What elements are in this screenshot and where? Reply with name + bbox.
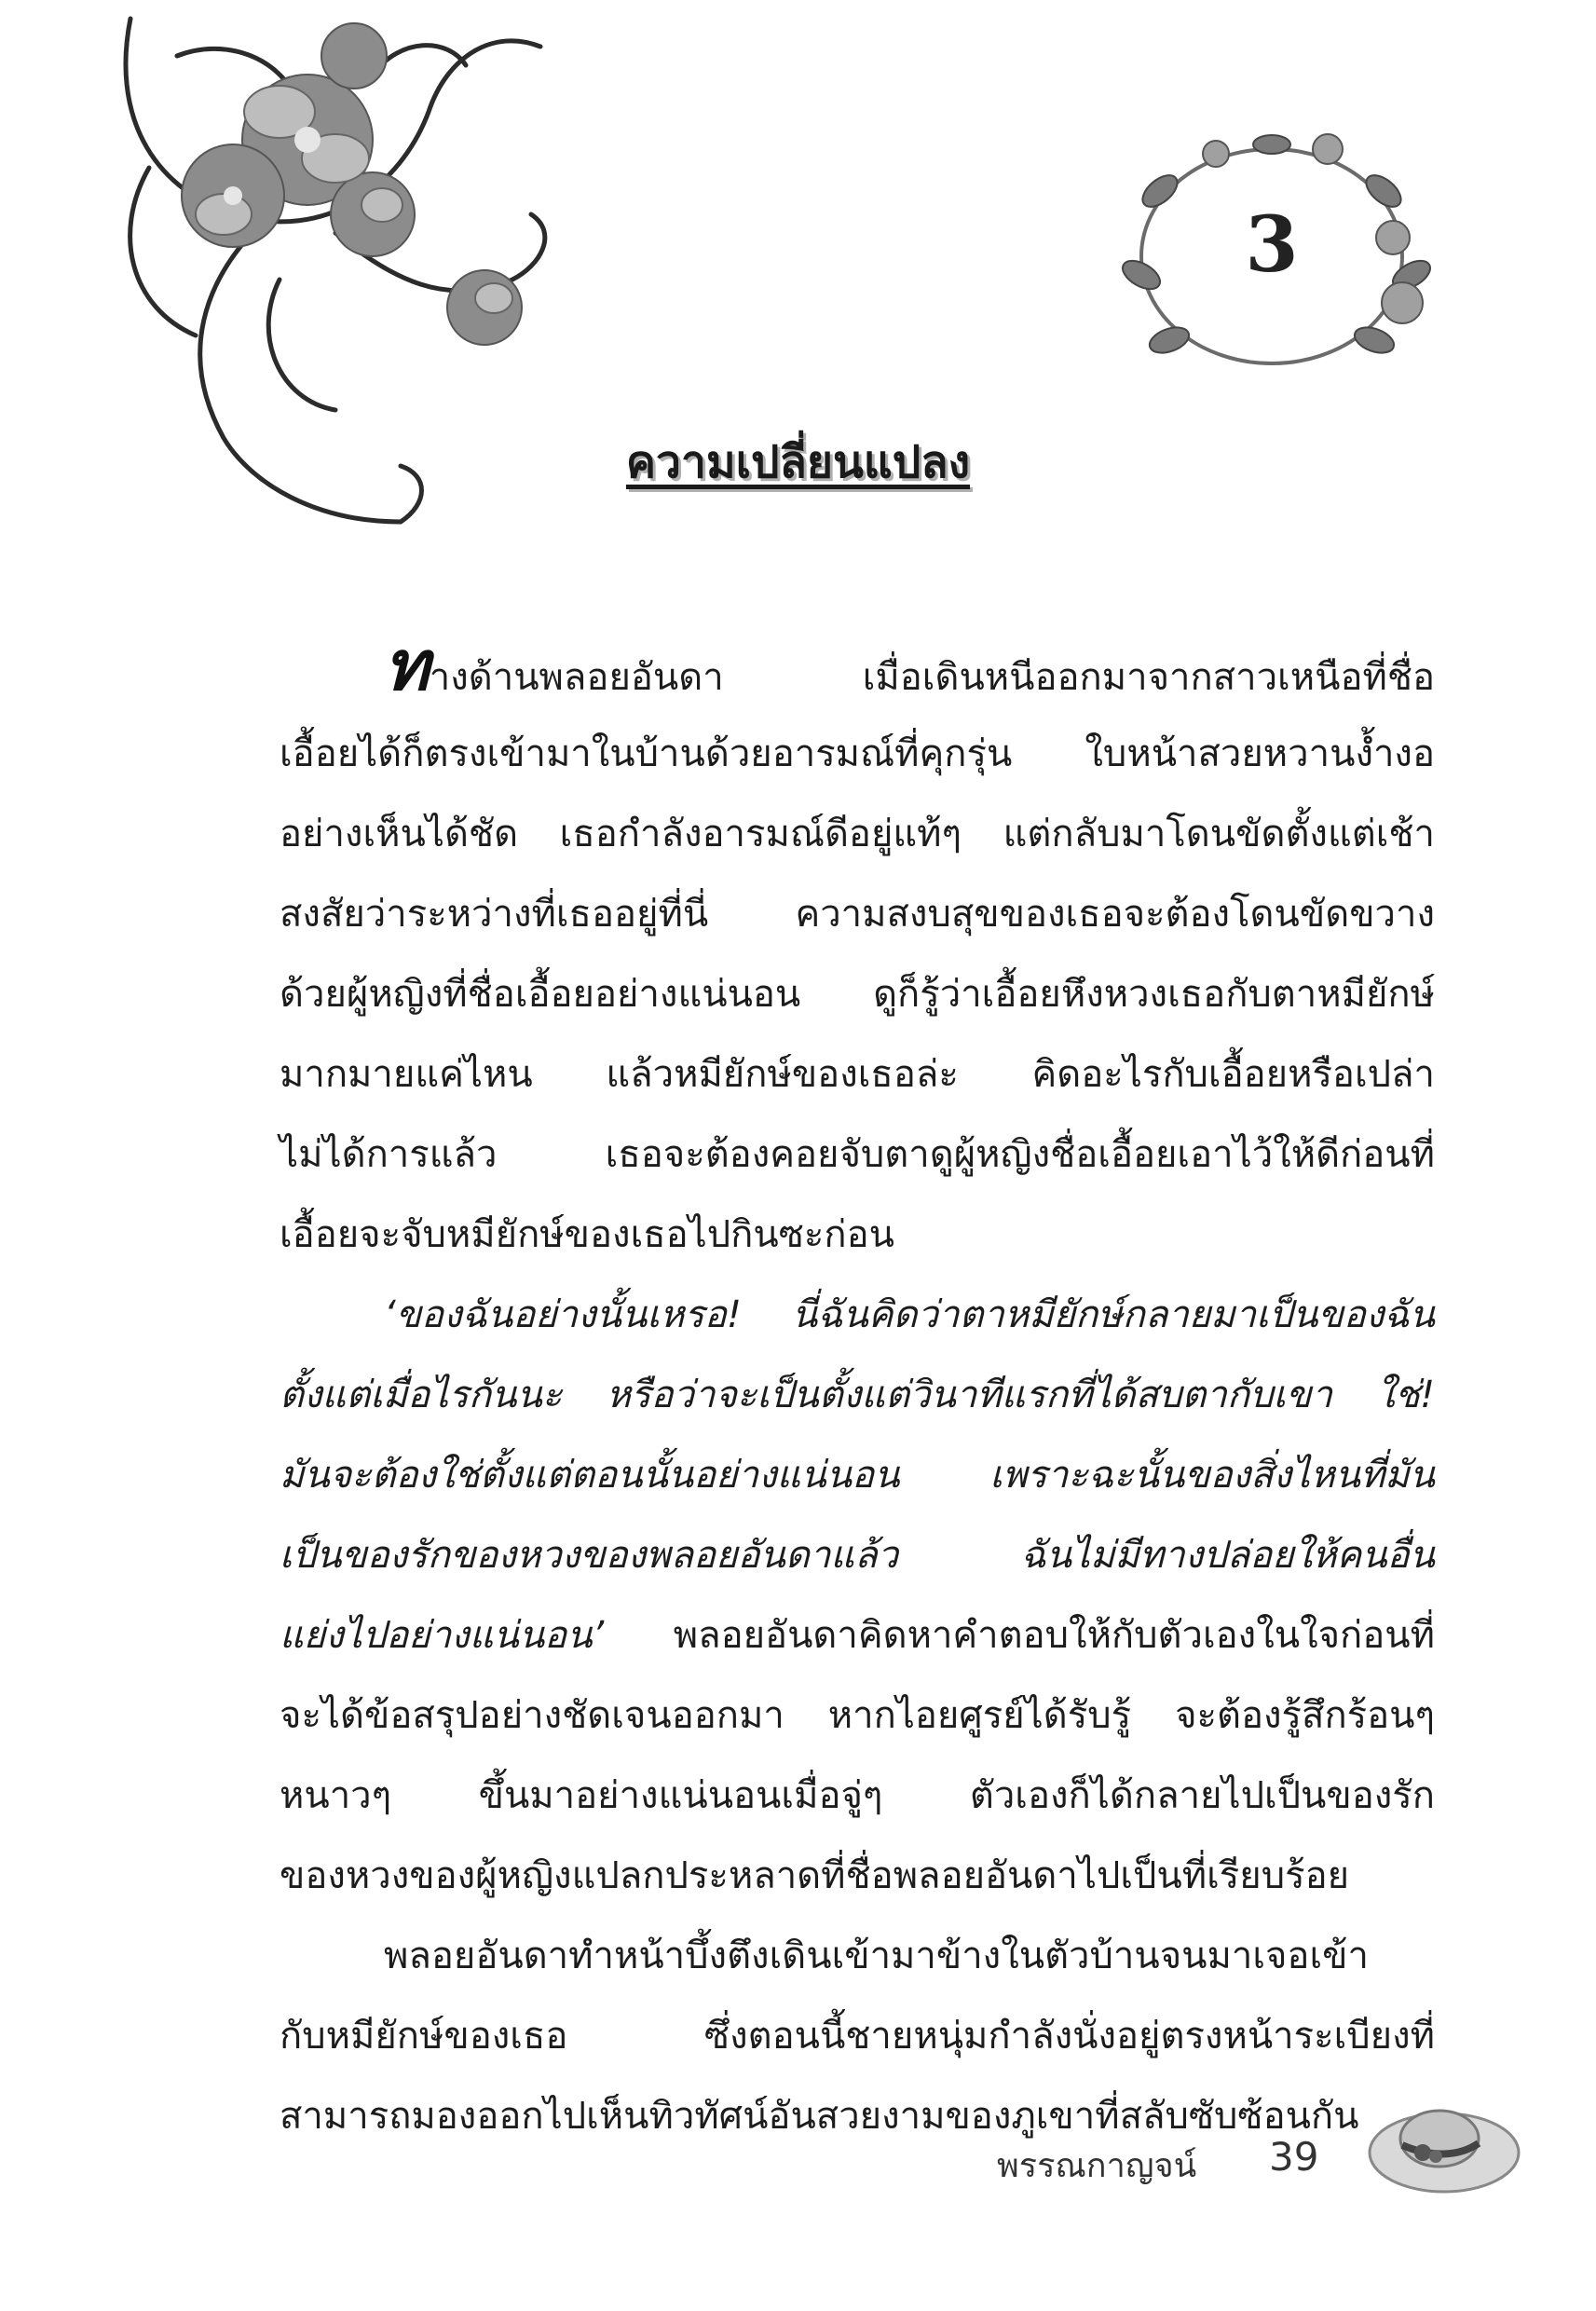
text-line: ของหวงของผู้หญิงแปลกประหลาดที่ชื่อพลอยอันดาไปเป็นที่เรียบร้อย xyxy=(280,1854,1350,1897)
text-line: เป็นของรักของหวงของพลอยอันดาแล้ว ฉันไม่มีทางปล่อยให้คนอื่น xyxy=(280,1534,1435,1577)
text-line xyxy=(280,1595,1435,1675)
text-line: ไม่ได้การแล้ว เธอจะต้องคอยจับตาดูผู้หญิงชื่อเอื้อยเอาไว้ให้ดีก่อนที่ xyxy=(280,1133,1435,1176)
text-line: เอื้อยได้ก็ตรงเข้ามาในบ้านด้วยอารมณ์ที่คุกรุ่น ใบหน้าสวยหวานง้ำงอ xyxy=(280,732,1435,775)
text-line: มันจะต้องใช่ตั้งแต่ตอนนั้นอย่างแน่นอน เพราะฉะนั้นของสิ่งไหนที่มัน xyxy=(280,1454,1435,1497)
text-span: แย่งไปอย่างแน่นอน’ xyxy=(280,1614,605,1657)
text-line: จะได้ข้อสรุปอย่างชัดเจนออกมา หากไอยศูรย์ได้รับรู้ จะต้องรู้สึกร้อนๆ xyxy=(280,1694,1435,1737)
text-line xyxy=(280,626,1435,714)
text-line: ด้วยผู้หญิงที่ชื่อเอื้อยอย่างแน่นอน ดูก็รู้ว่าเอื้อยหึงหวงเธอกับตาหมียักษ์ xyxy=(280,973,1435,1016)
text-line: กับหมียักษ์ของเธอ ซึ่งตอนนี้ชายหนุ่มกำลังนั่งอยู่ตรงหน้าระเบียงที่ xyxy=(280,2015,1435,2058)
page-number: 39 xyxy=(1269,2134,1319,2180)
footer-author: พรรณกาญจน์ xyxy=(997,2147,1197,2185)
text-line: หนาวๆ ขึ้นมาอย่างแน่นอนเมื่อจู่ๆ ตัวเองก็ได้กลายไปเป็นของรัก xyxy=(280,1774,1435,1817)
chapter-title: ความเปลี่ยนแปลง xyxy=(625,436,971,488)
drop-cap: ท xyxy=(384,626,430,706)
hat-icon xyxy=(1365,2087,1523,2199)
chapter-number: 3 xyxy=(1245,200,1299,290)
text-span: างด้านพลอยอันดา เมื่อเดินหนีออกมาจากสาวเหนือที่ชื่อ xyxy=(429,656,1435,699)
text-line: ‘ของฉันอย่างนั้นเหรอ! นี่ฉันคิดว่าตาหมียักษ์กลายมาเป็นของฉัน xyxy=(384,1293,1435,1336)
text-line: อย่างเห็นได้ชัด เธอกำลังอารมณ์ดีอยู่แท้ๆ แต่กลับมาโดนขัดตั้งแต่เช้า xyxy=(280,813,1435,855)
text-line: สงสัยว่าระหว่างที่เธออยู่ที่นี่ ความสงบสุขของเธอจะต้องโดนขัดขวาง xyxy=(280,893,1435,936)
text-line: พลอยอันดาทำหน้าบึ้งตึงเดินเข้ามาข้างในตัวบ้านจนมาเจอเข้า xyxy=(384,1935,1369,1977)
text-line: เอื้อยจะจับหมียักษ์ของเธอไปกินซะก่อน xyxy=(280,1213,894,1256)
text-line: ตั้งแต่เมื่อไรกันนะ หรือว่าจะเป็นตั้งแต่วินาทีแรกที่ได้สบตากับเขา ใช่! xyxy=(280,1374,1435,1416)
text-line: มากมายแค่ไหน แล้วหมียักษ์ของเธอล่ะ คิดอะไรกับเอื้อยหรือเปล่า xyxy=(280,1053,1435,1096)
text-line: สามารถมองออกไปเห็นทิวทัศน์อันสวยงามของภูเขาที่สลับซับซ้อนกัน xyxy=(280,2095,1359,2138)
text-span: พลอยอันดาคิดหาคำตอบให้กับตัวเองในใจก่อนที่ xyxy=(604,1614,1435,1657)
